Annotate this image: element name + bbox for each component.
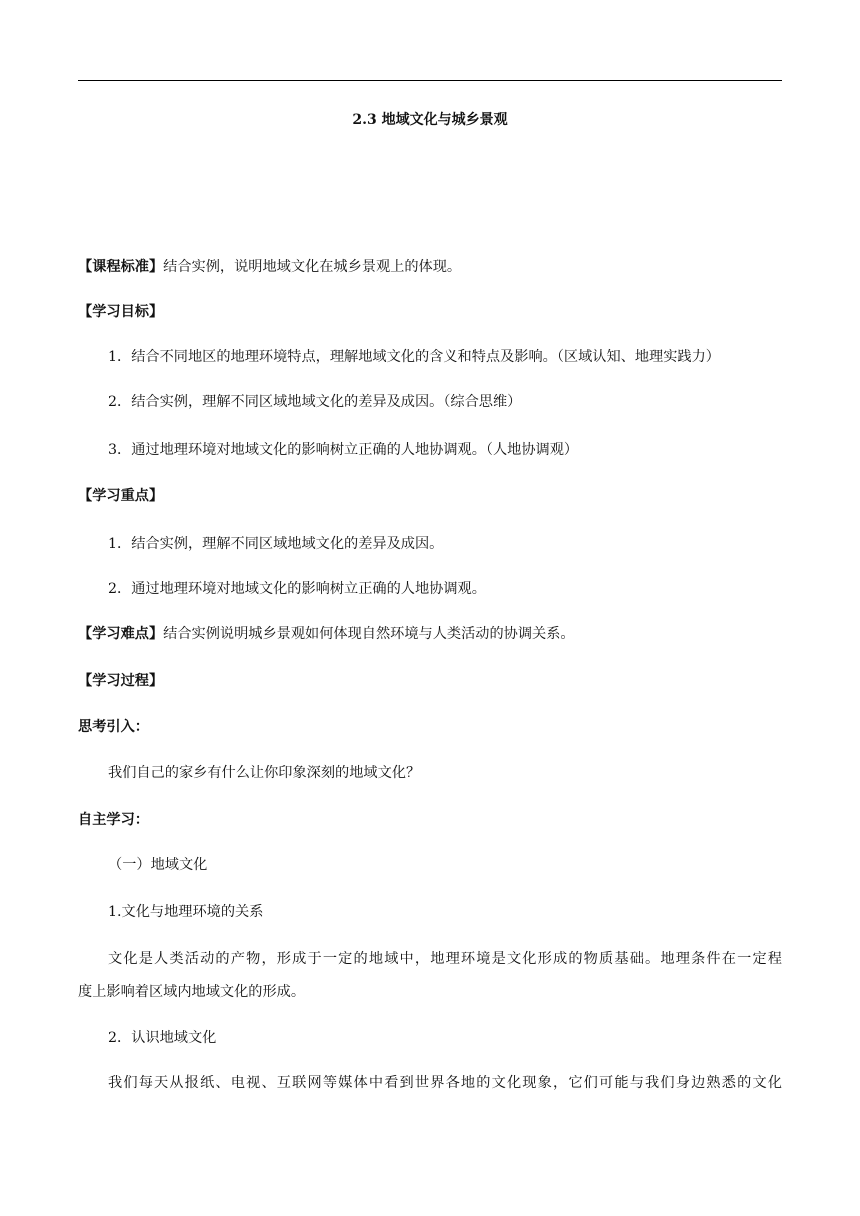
- section-heading: （一）地域文化: [108, 857, 208, 873]
- difficulty-line: [78, 624, 782, 644]
- document-title: 2.3 地域文化与城乡景观: [352, 112, 508, 128]
- subsection-title: 2．认识地域文化: [108, 1030, 217, 1046]
- paragraph-line: 度上影响着区域内地域文化的形成。: [78, 984, 306, 1000]
- paragraph-line: 我们每天从报纸、电视、互联网等媒体中看到世界各地的文化现象，它们可能与我们身边熟悉的文化: [108, 1075, 782, 1091]
- objective-item: 3．通过地理环境对地域文化的影响树立正确的人地协调观。（人地协调观）: [108, 442, 579, 458]
- process-heading: 【学习过程】: [78, 673, 164, 689]
- key-point-item: 2．通过地理环境对地域文化的影响树立正确的人地协调观。: [108, 581, 486, 597]
- intro-heading: 思考引入：: [78, 719, 149, 735]
- course-standard-text: 结合实例，说明地域文化在城乡景观上的体现。: [163, 259, 462, 275]
- paragraph-line: 文化是人类活动的产物，形成于一定的地域中，地理环境是文化形成的物质基础。地理条件在一定程: [108, 951, 782, 967]
- objective-item: 1．结合不同地区的地理环境特点，理解地域文化的含义和特点及影响。（区域认知、地理实践力）: [108, 349, 720, 365]
- course-standard-label: 【课程标准】: [78, 259, 164, 275]
- objective-item: 2．结合实例，理解不同区域地域文化的差异及成因。（综合思维）: [108, 394, 522, 410]
- intro-question: 我们自己的家乡有什么让你印象深刻的地域文化？: [108, 765, 421, 781]
- key-point-item: 1．结合实例，理解不同区域地域文化的差异及成因。: [108, 536, 444, 552]
- difficulty-text: 结合实例说明城乡景观如何体现自然环境与人类活动的协调关系。: [163, 626, 575, 642]
- subsection-title: 1.文化与地理环境的关系: [108, 904, 264, 920]
- header-rule: [78, 80, 782, 81]
- self-study-heading: 自主学习：: [78, 812, 149, 828]
- key-points-heading: 【学习重点】: [78, 488, 164, 504]
- course-standard-line: [78, 257, 782, 277]
- objectives-heading: 【学习目标】: [78, 304, 164, 320]
- difficulty-label: 【学习难点】: [78, 626, 164, 642]
